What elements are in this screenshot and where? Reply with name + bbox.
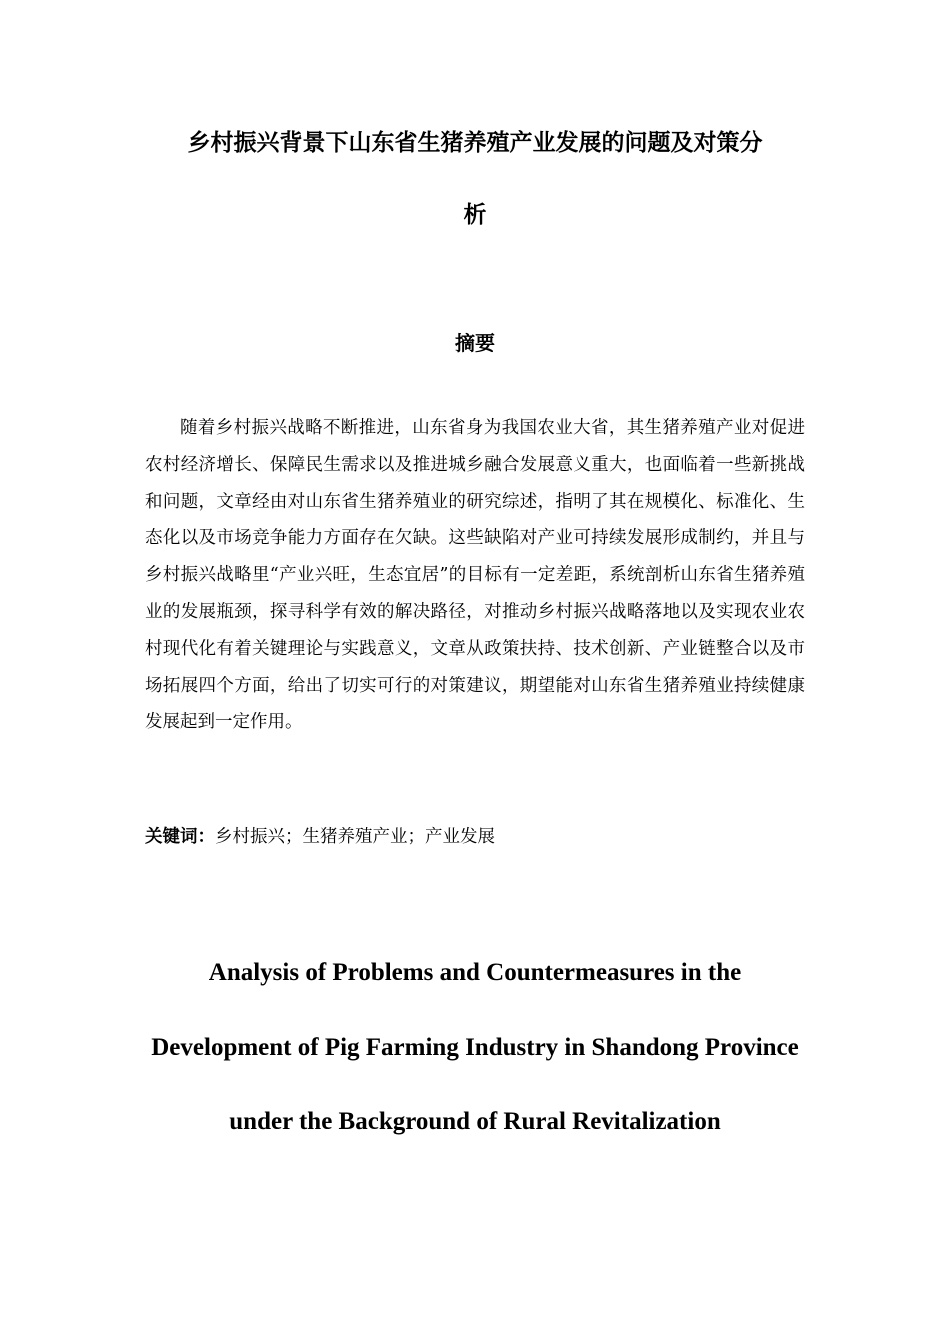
english-title-line-3: under the Background of Rural Revitalization (229, 1108, 721, 1135)
abstract-body: 随着乡村振兴战略不断推进，山东省身为我国农业大省，其生猪养殖产业对促进农村经济增长、保障民生需求以及推进城乡融合发展意义重大，也面临着一些新挑战和问题，文章经由对山东省生猪养殖业的研究综述，指明了其在规模化、标准化、生态化以及市场竞争能力方面存在欠缺。这些缺陷对产业可持续发展形成制约，并且与乡村振兴战略里“产业兴旺，生态宜居”的目标有一定差距，系统剖析山东省生猪养殖业的发展瓶颈，探寻科学有效的解决路径，对推动乡村振兴战略落地以及实现农业农村现代化有着关键理论与实践意义，文章从政策扶持、技术创新、产业链整合以及市场拓展四个方面，给出了切实可行的对策建议，期望能对山东省生猪养殖业持续健康发展起到一定作用。 (145, 418, 805, 733)
chinese-title-line-2: 析 (463, 202, 487, 228)
keywords-label: 关键词： (145, 827, 215, 847)
english-title-line-2: Development of Pig Farming Industry in Shandong Province (151, 1034, 799, 1061)
keywords-values: 乡村振兴；生猪养殖产业；产业发展 (215, 827, 495, 847)
keywords-line (145, 818, 805, 855)
chinese-title-line-1: 乡村振兴背景下山东省生猪养殖产业发展的问题及对策分 (187, 130, 763, 156)
english-title-line-1: Analysis of Problems and Countermeasures in the (208, 959, 742, 986)
abstract-heading: 摘要 (455, 331, 495, 355)
